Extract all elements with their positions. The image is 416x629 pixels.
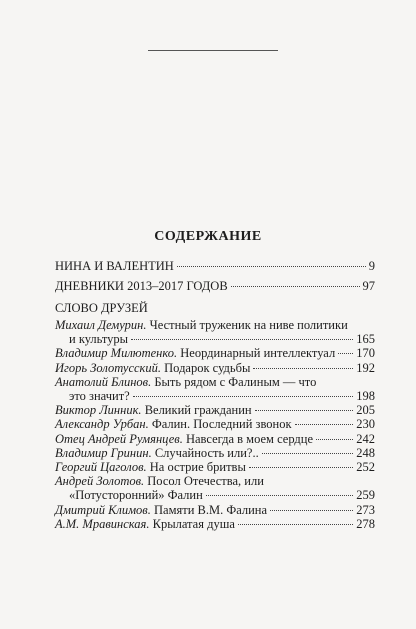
entry-page: 278 [356,516,375,531]
dot-leader [206,495,353,496]
toc-entry[interactable] [55,403,375,417]
entry-title-cont: и культуры [69,332,129,347]
entry-author: Георгий Цаголов. [55,460,147,475]
dot-leader [316,439,353,440]
entry-page: 259 [356,488,375,503]
entry-page: 198 [356,389,375,404]
entry-author: А.М. Мравинская. [55,516,150,531]
entry-author: Дмитрий Климов. [55,502,151,517]
entry-author: Анатолий Блинов. [55,374,152,389]
entry-author: Михаил Демурин. [55,318,147,332]
entry-page: 192 [356,360,375,375]
toc-entry-diaries[interactable] [55,276,375,296]
entry-title: Великий гражданин [141,403,252,418]
entry-title: Крылатая душа [149,516,235,531]
toc-entry[interactable] [55,318,375,346]
section-title: СЛОВО ДРУЗЕЙ [55,301,148,315]
dot-leader [249,467,353,468]
entry-title-cont: это значит? [69,389,130,404]
entry-page: 248 [356,445,375,460]
dot-leader [231,286,360,287]
dot-leader [253,368,353,369]
entry-title: Посол Отечества, или [144,474,264,489]
toc-entry[interactable] [55,375,375,403]
entry-title: Быть рядом с Фалиным — что [151,374,317,389]
entry-title: На острие бритвы [146,460,246,475]
entry-title: Неординарный интеллектуал [177,346,336,361]
dot-leader [177,266,366,267]
toc-entry[interactable] [55,346,375,360]
dot-leader [255,410,354,411]
toc-entry[interactable] [55,474,375,502]
toc-entry-nina-valentin[interactable] [55,256,375,276]
entry-page: 170 [356,346,375,361]
toc-entry[interactable] [55,417,375,431]
toc-entry-title: НИНА И ВАЛЕНТИН [55,259,174,273]
entry-page: 205 [356,403,375,418]
entry-page: 273 [356,502,375,517]
page-title: СОДЕРЖАНИЕ [154,229,262,244]
entry-author: Игорь Золотусский. [55,360,162,375]
entry-page: 230 [356,417,375,432]
dot-leader [262,453,354,454]
toc-entry[interactable] [55,503,375,517]
entry-title: Честный труженик на ниве политики [146,318,348,332]
toc-entry[interactable] [55,361,375,375]
entry-page: 165 [356,332,375,347]
entry-page: 252 [356,460,375,475]
entry-author: Александр Урбан. [55,417,149,432]
toc-entry[interactable] [55,432,375,446]
entry-title: Случайность или?.. [151,445,259,460]
entry-author: Владимир Милютенко. [55,346,178,361]
entry-author: Виктор Линник. [55,403,142,418]
dot-leader [131,339,353,340]
dot-leader [295,424,354,425]
entry-author: Андрей Золотов. [55,474,145,489]
toc-entry-page: 9 [368,259,375,273]
entry-author: Владимир Гринин. [55,445,152,460]
toc-entry[interactable] [55,446,375,460]
toc-entry-page: 97 [362,279,375,293]
toc-entry[interactable] [55,460,375,474]
entry-author: Отец Андрей Румянцев. [55,431,183,446]
toc-entry[interactable] [55,517,375,531]
dot-leader [238,524,353,525]
table-of-contents [55,256,375,531]
toc-entry-title: ДНЕВНИКИ 2013–2017 ГОДОВ [55,279,228,293]
top-rule [148,50,278,51]
entry-title-cont: «Потусторонний» Фалин [69,488,203,503]
entry-page: 242 [356,431,375,446]
dot-leader [270,510,353,511]
entry-title: Подарок судьбы [161,360,251,375]
entry-title: Навсегда в моем сердце [182,431,314,446]
dot-leader [338,353,353,354]
dot-leader [133,396,354,397]
entry-title: Памяти В.М. Фалина [150,502,268,517]
entry-title: Фалин. Последний звонок [148,417,292,432]
